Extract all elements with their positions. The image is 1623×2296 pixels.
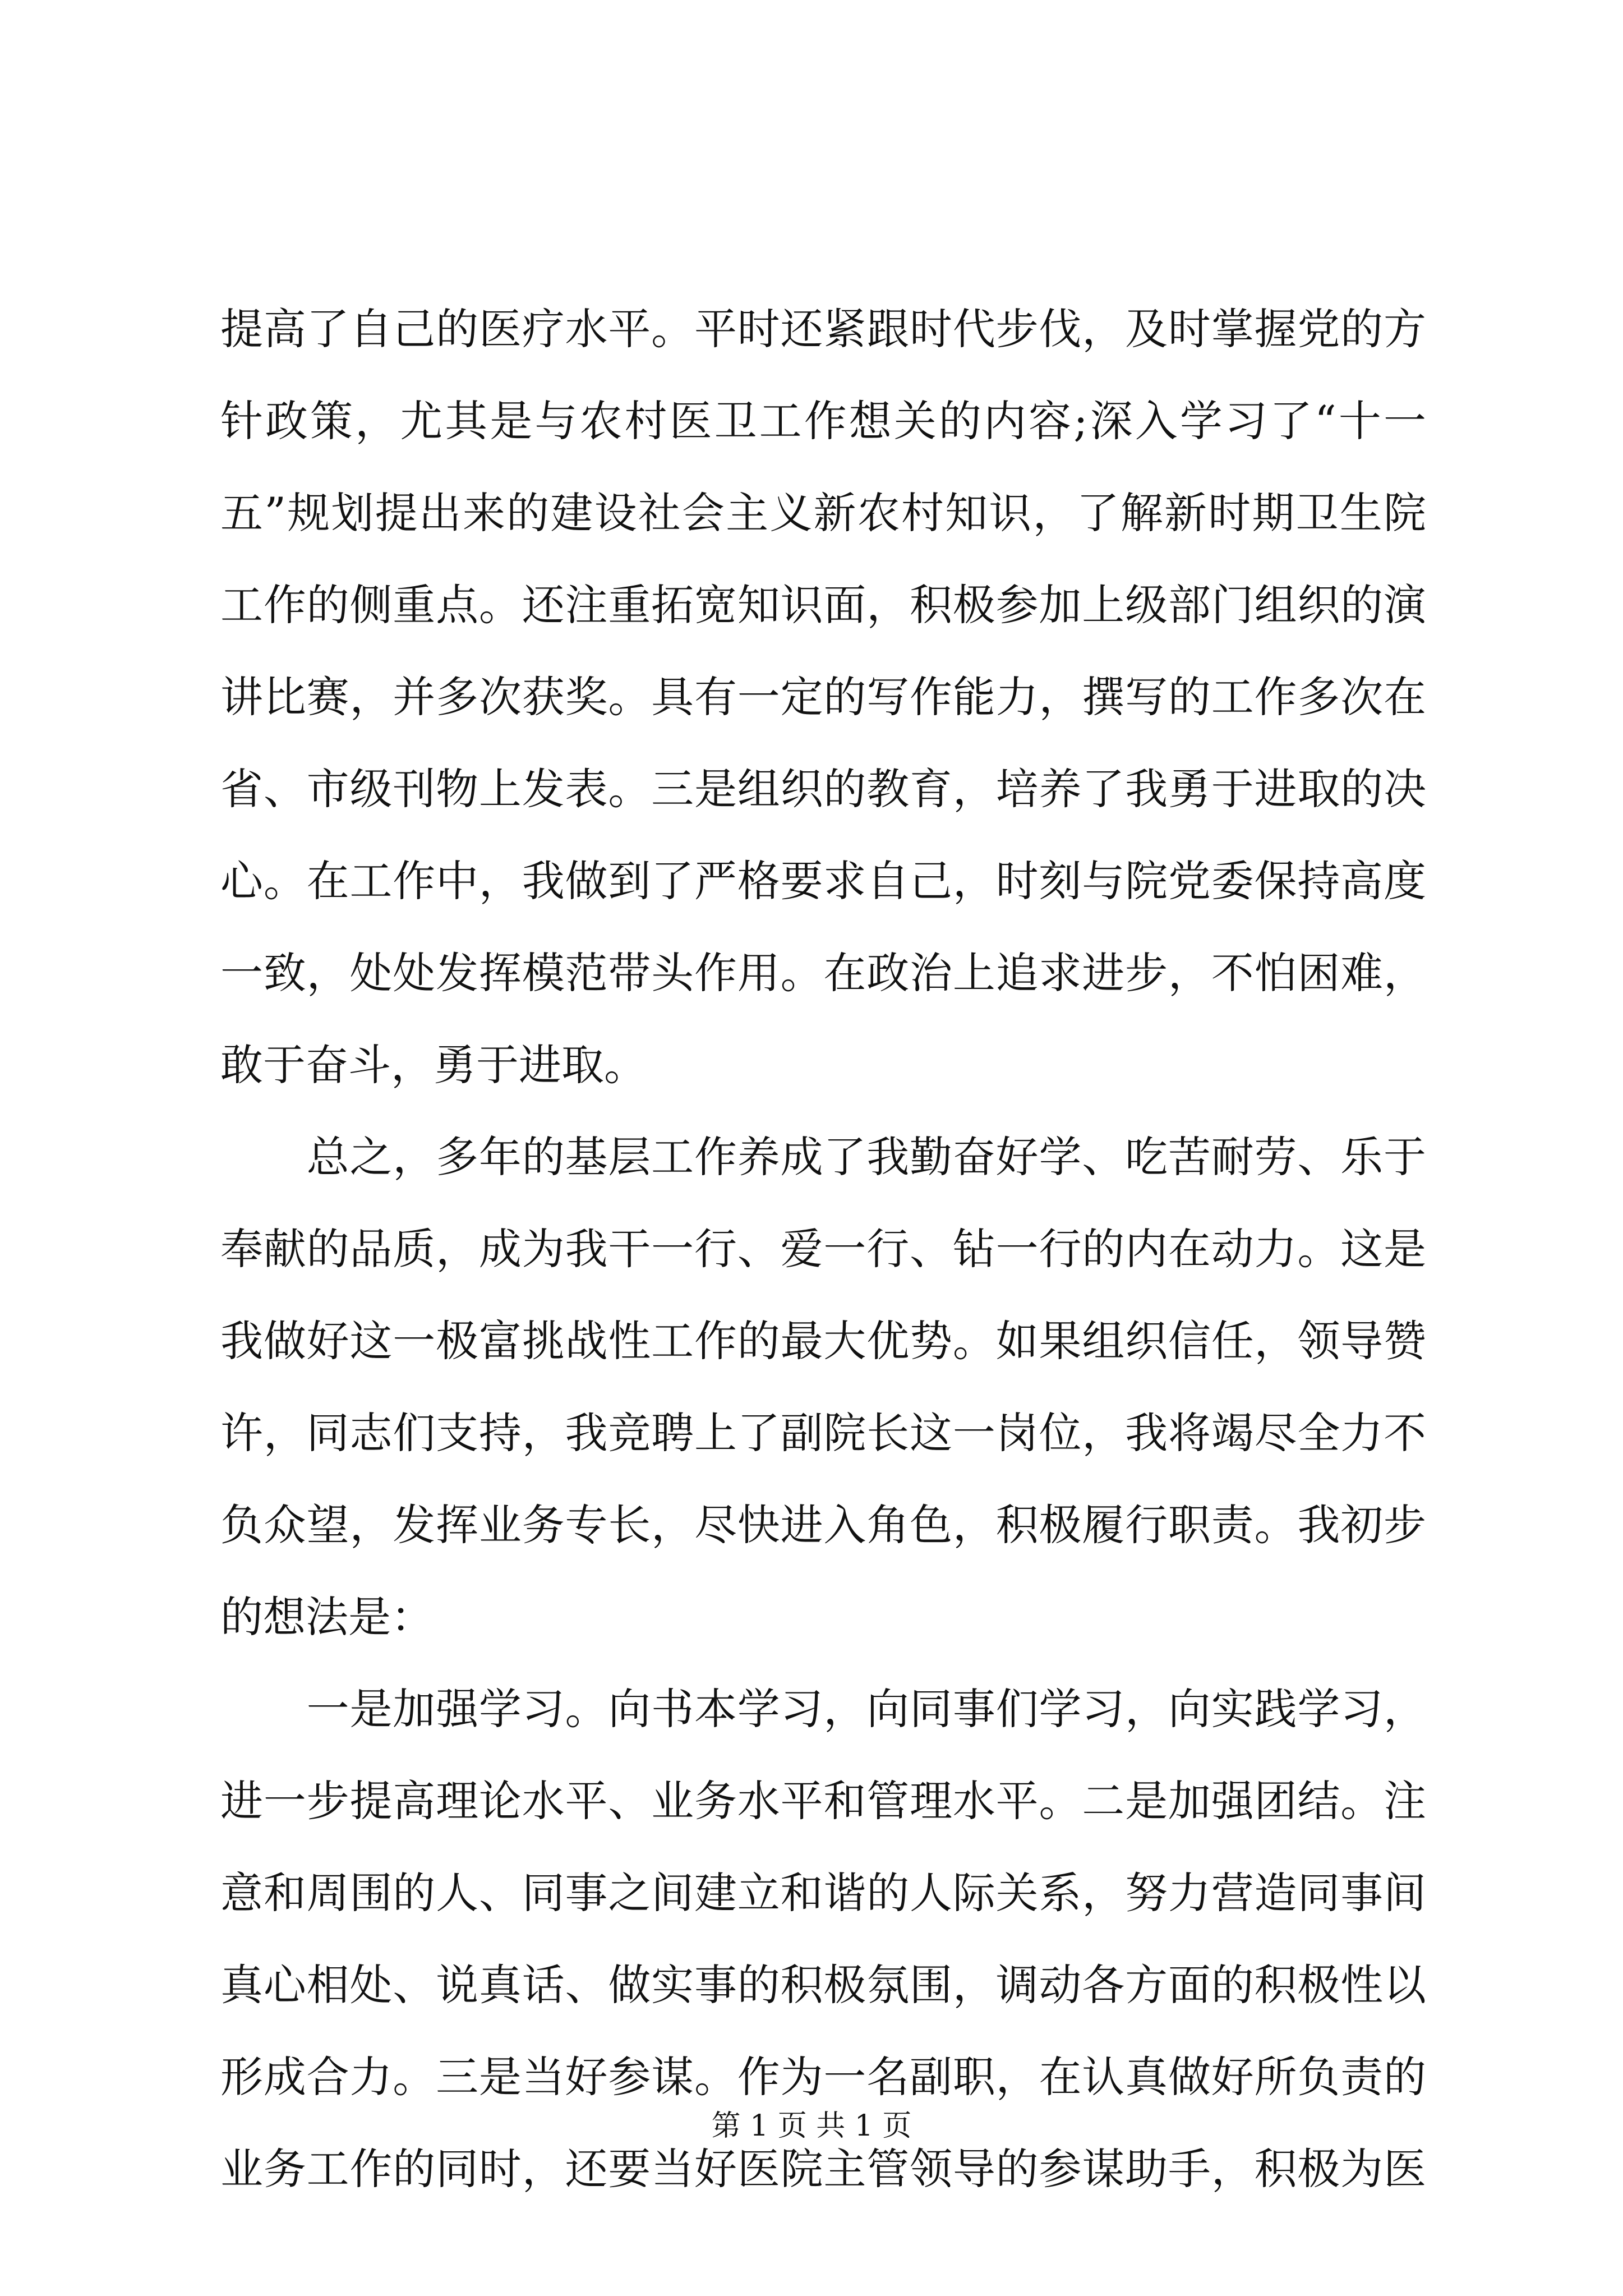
text-line: 敢于奋斗，勇于进取。 (220, 1040, 647, 1090)
text-line: 针政策，尤其是与农村医卫工作想关的内容;深入学习了“十一 (220, 396, 1426, 446)
text-line: 提高了自己的医疗水平。平时还紧跟时代步伐，及时掌握党的方 (220, 304, 1426, 354)
text-line: 业务工作的同时，还要当好医院主管领导的参谋助手，积极为医 (220, 2144, 1426, 2194)
text-line: 负众望，发挥业务专长，尽快进入角色，积极履行职责。我初步 (220, 1500, 1426, 1550)
paragraph-start-line: 一是加强学习。向书本学习，向同事们学习，向实践学习， (220, 1684, 1426, 1734)
body-text (220, 283, 1426, 2215)
text-line: 省、市级刊物上发表。三是组织的教育，培养了我勇于进取的决 (220, 764, 1426, 814)
text-line: 奉献的品质，成为我干一行、爱一行、钻一行的内在动力。这是 (220, 1224, 1426, 1274)
text-line: 许，同志们支持，我竞聘上了副院长这一岗位，我将竭尽全力不 (220, 1408, 1426, 1458)
text-line: 意和周围的人、同事之间建立和谐的人际关系，努力营造同事间 (220, 1868, 1426, 1918)
text-line: 五”规划提出来的建设社会主义新农村知识，了解新时期卫生院 (220, 488, 1426, 538)
text-line: 讲比赛，并多次获奖。具有一定的写作能力，撰写的工作多次在 (220, 672, 1426, 722)
page-number-label: 第 1 页 共 1 页 (711, 2109, 912, 2143)
text-line: 工作的侧重点。还注重拓宽知识面，积极参加上级部门组织的演 (220, 580, 1426, 630)
text-line: 的想法是： (220, 1592, 434, 1642)
text-line: 进一步提高理论水平、业务水平和管理水平。二是加强团结。注 (220, 1776, 1426, 1826)
page-footer (0, 2106, 1623, 2146)
text-line: 真心相处、说真话、做实事的积极氛围，调动各方面的积极性以 (220, 1960, 1426, 2010)
text-line: 我做好这一极富挑战性工作的最大优势。如果组织信任，领导赞 (220, 1316, 1426, 1366)
text-line: 心。在工作中，我做到了严格要求自己，时刻与院党委保持高度 (220, 856, 1426, 906)
text-line: 一致，处处发挥模范带头作用。在政治上追求进步，不怕困难， (220, 948, 1426, 998)
paragraph-start-line: 总之，多年的基层工作养成了我勤奋好学、吃苦耐劳、乐于 (220, 1132, 1426, 1182)
text-line: 形成合力。三是当好参谋。作为一名副职，在认真做好所负责的 (220, 2052, 1426, 2102)
